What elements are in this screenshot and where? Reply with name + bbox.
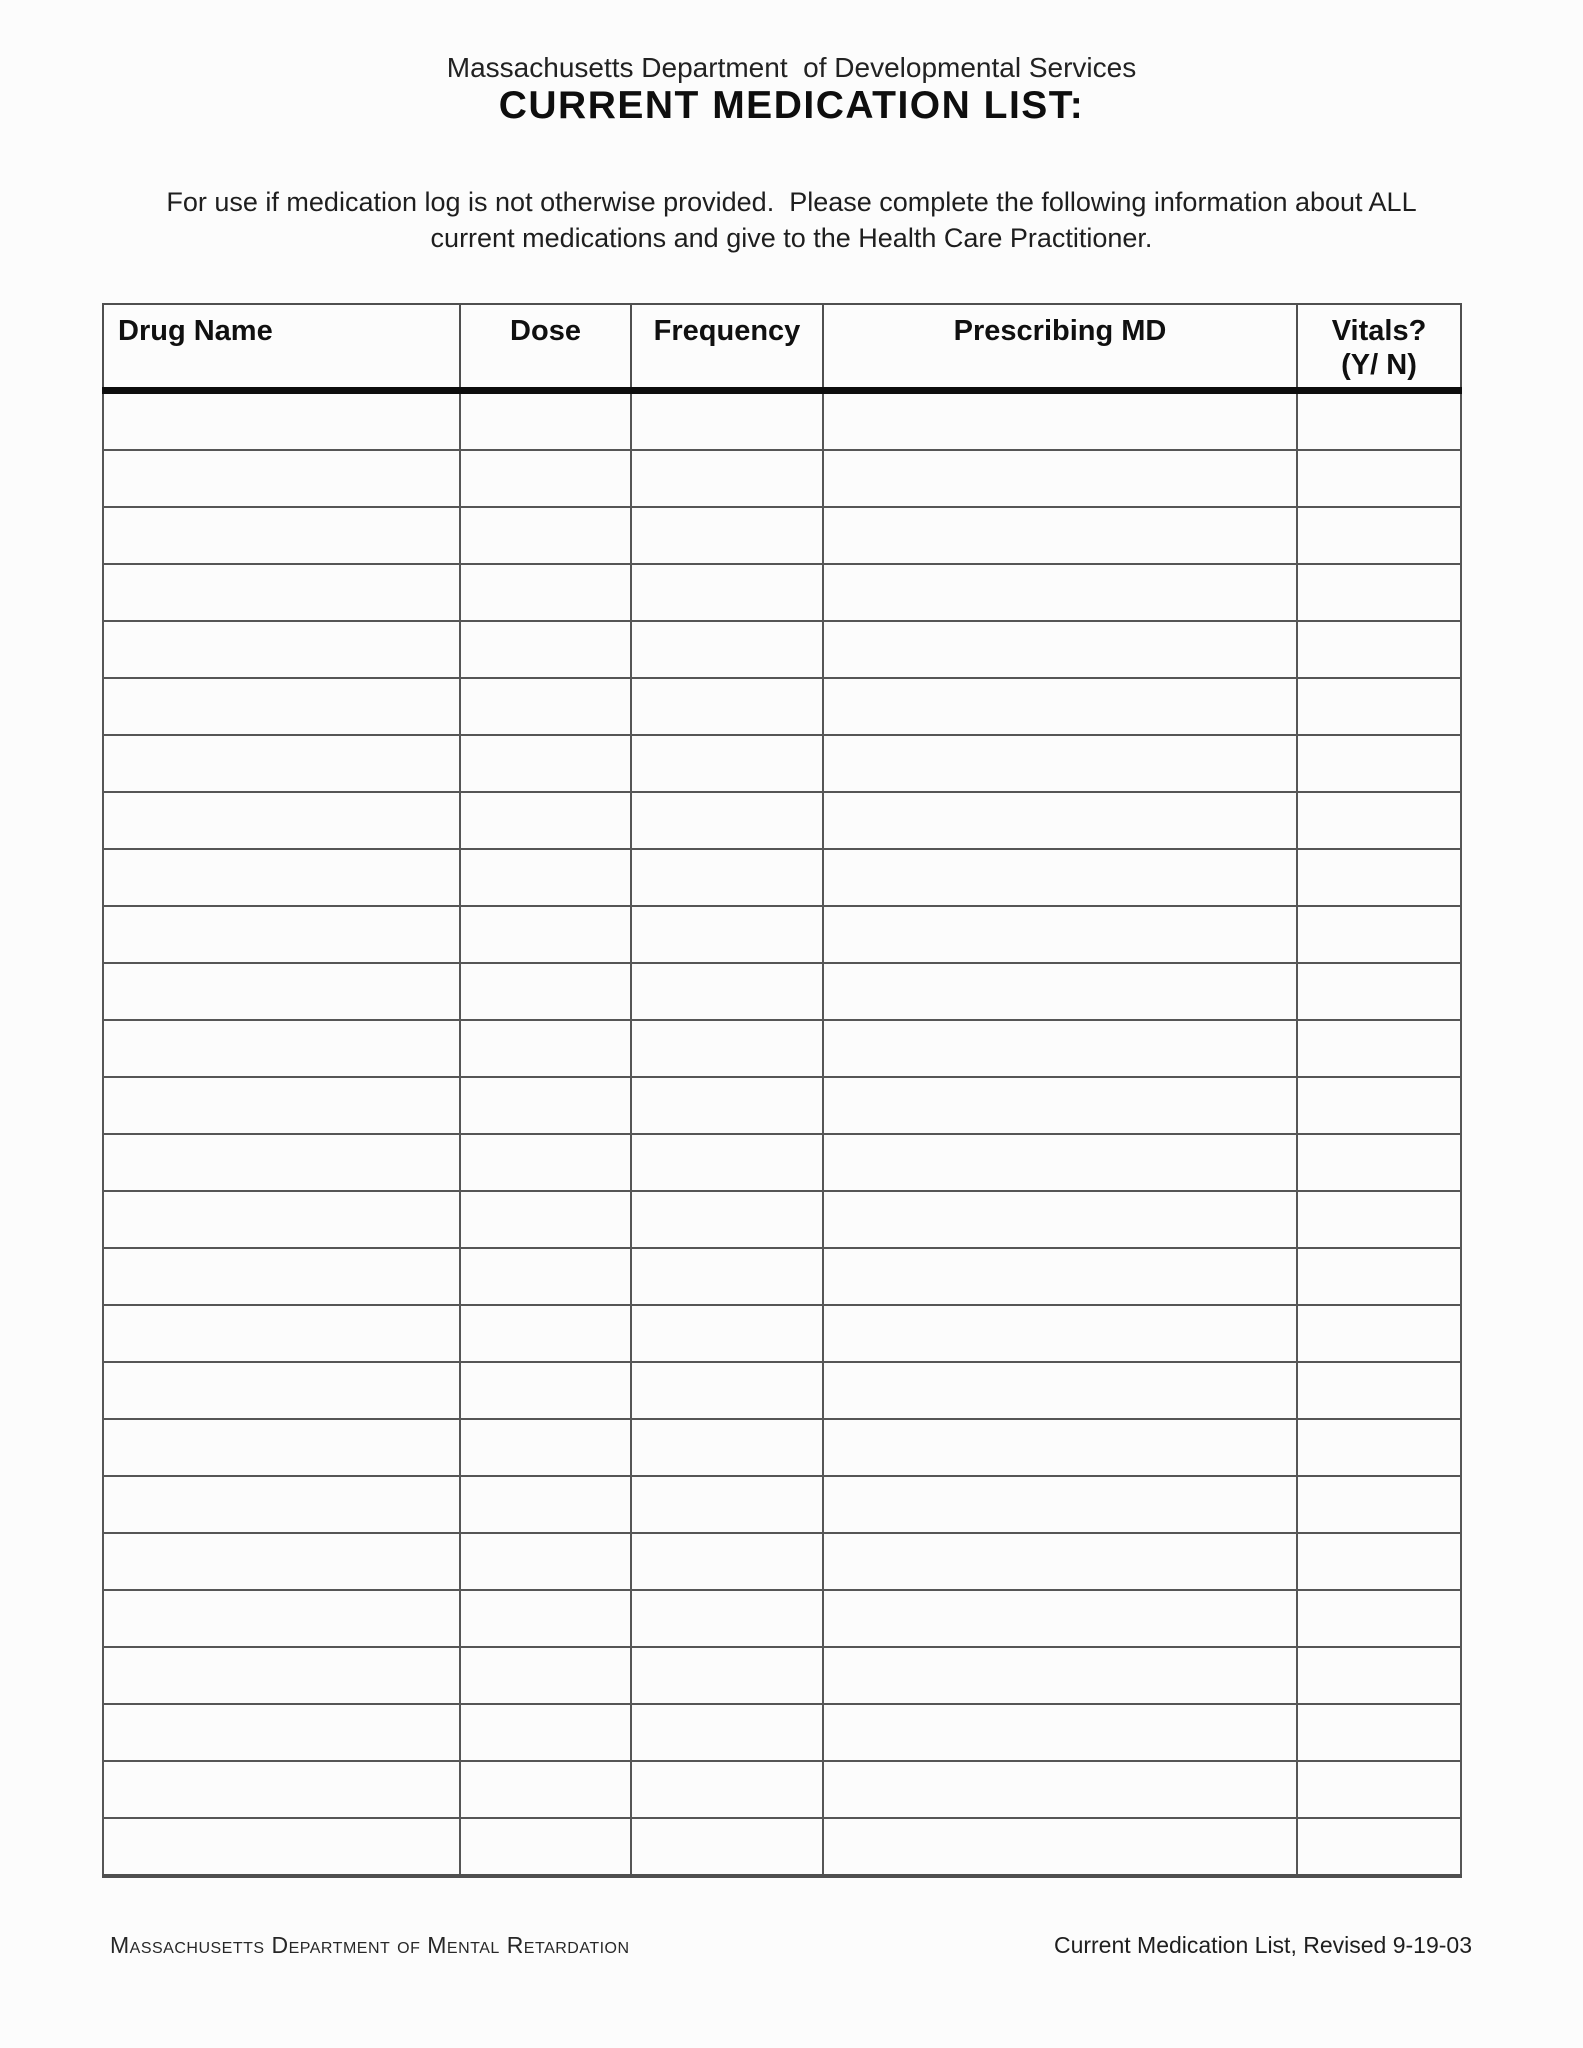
- table-cell-drug_name: [103, 391, 460, 451]
- table-cell-vitals: [1297, 1590, 1461, 1647]
- table-cell-vitals: [1297, 1818, 1461, 1876]
- table-row: [103, 963, 1461, 1020]
- table-cell-prescribing_md: [823, 906, 1297, 963]
- table-row: [103, 1476, 1461, 1533]
- table-row: [103, 1362, 1461, 1419]
- medication-table: [102, 303, 1462, 1878]
- table-row: [103, 792, 1461, 849]
- table-cell-vitals: [1297, 1704, 1461, 1761]
- table-cell-prescribing_md: [823, 450, 1297, 507]
- table-row: [103, 450, 1461, 507]
- table-cell-prescribing_md: [823, 1476, 1297, 1533]
- footer-left: Massachusetts Department of Mental Retardation: [110, 1932, 630, 1958]
- vitals-sublabel: (Y/ N): [1341, 349, 1417, 381]
- table-cell-prescribing_md: [823, 963, 1297, 1020]
- table-cell-dose: [460, 678, 631, 735]
- page-title: CURRENT MEDICATION LIST:: [498, 84, 1085, 127]
- table-row: [103, 1818, 1461, 1876]
- table-cell-drug_name: [103, 621, 460, 678]
- table-cell-frequency: [631, 1533, 823, 1590]
- column-header-vitals: [1297, 304, 1461, 391]
- org-name: Massachusetts Department of Developmental Services: [446, 52, 1137, 83]
- table-cell-vitals: [1297, 678, 1461, 735]
- table-cell-prescribing_md: [823, 507, 1297, 564]
- table-cell-vitals: [1297, 735, 1461, 792]
- table-cell-prescribing_md: [823, 1020, 1297, 1077]
- table-cell-prescribing_md: [823, 1647, 1297, 1704]
- table-cell-dose: [460, 1248, 631, 1305]
- table-cell-drug_name: [103, 1533, 460, 1590]
- table-cell-vitals: [1297, 792, 1461, 849]
- table-row: [103, 735, 1461, 792]
- table-row: [103, 678, 1461, 735]
- table-cell-frequency: [631, 1761, 823, 1818]
- table-cell-prescribing_md: [823, 1704, 1297, 1761]
- table-cell-frequency: [631, 1134, 823, 1191]
- table-cell-vitals: [1297, 450, 1461, 507]
- table-cell-vitals: [1297, 1647, 1461, 1704]
- table-cell-frequency: [631, 1419, 823, 1476]
- table-cell-drug_name: [103, 1818, 460, 1876]
- table-row: [103, 906, 1461, 963]
- table-cell-frequency: [631, 391, 823, 451]
- table-cell-vitals: [1297, 621, 1461, 678]
- table-cell-drug_name: [103, 1704, 460, 1761]
- table-cell-prescribing_md: [823, 1818, 1297, 1876]
- table-cell-vitals: [1297, 1476, 1461, 1533]
- table-row: [103, 1020, 1461, 1077]
- table-cell-vitals: [1297, 1419, 1461, 1476]
- intro-line-2: current medications and give to the Health Care Practitioner.: [430, 223, 1153, 253]
- table-cell-frequency: [631, 1476, 823, 1533]
- table-cell-vitals: [1297, 1533, 1461, 1590]
- table-cell-drug_name: [103, 735, 460, 792]
- table-cell-vitals: [1297, 1191, 1461, 1248]
- table-cell-drug_name: [103, 1305, 460, 1362]
- table-cell-drug_name: [103, 1476, 460, 1533]
- table-cell-prescribing_md: [823, 792, 1297, 849]
- table-cell-dose: [460, 1704, 631, 1761]
- table-cell-drug_name: [103, 792, 460, 849]
- table-cell-dose: [460, 1020, 631, 1077]
- table-cell-dose: [460, 849, 631, 906]
- medication-table-header: [103, 304, 1461, 391]
- table-cell-prescribing_md: [823, 564, 1297, 621]
- table-cell-frequency: [631, 792, 823, 849]
- table-cell-drug_name: [103, 1020, 460, 1077]
- table-cell-vitals: [1297, 1020, 1461, 1077]
- table-cell-frequency: [631, 849, 823, 906]
- table-cell-prescribing_md: [823, 1362, 1297, 1419]
- table-cell-dose: [460, 1362, 631, 1419]
- table-cell-vitals: [1297, 564, 1461, 621]
- intro-line-1: For use if medication log is not otherwise provided. Please complete the following information about ALL: [166, 187, 1417, 217]
- table-row: [103, 1305, 1461, 1362]
- table-cell-frequency: [631, 621, 823, 678]
- table-cell-vitals: [1297, 1248, 1461, 1305]
- table-cell-vitals: [1297, 1761, 1461, 1818]
- table-cell-frequency: [631, 450, 823, 507]
- table-cell-drug_name: [103, 450, 460, 507]
- header-row: [103, 304, 1461, 391]
- table-cell-vitals: [1297, 1077, 1461, 1134]
- table-cell-dose: [460, 621, 631, 678]
- table-row: [103, 564, 1461, 621]
- table-cell-drug_name: [103, 1647, 460, 1704]
- table-row: [103, 1077, 1461, 1134]
- table-cell-drug_name: [103, 1248, 460, 1305]
- table-cell-dose: [460, 1077, 631, 1134]
- table-cell-vitals: [1297, 849, 1461, 906]
- table-row: [103, 1134, 1461, 1191]
- vitals-label: Vitals?: [1331, 315, 1427, 347]
- table-cell-vitals: [1297, 906, 1461, 963]
- table-cell-prescribing_md: [823, 849, 1297, 906]
- table-cell-dose: [460, 1761, 631, 1818]
- table-cell-vitals: [1297, 963, 1461, 1020]
- table-cell-frequency: [631, 1704, 823, 1761]
- table-row: [103, 1761, 1461, 1818]
- table-cell-frequency: [631, 1590, 823, 1647]
- table-row: [103, 1704, 1461, 1761]
- table-cell-vitals: [1297, 1362, 1461, 1419]
- table-cell-prescribing_md: [823, 391, 1297, 451]
- table-row: [103, 1590, 1461, 1647]
- table-row: [103, 849, 1461, 906]
- table-cell-prescribing_md: [823, 1077, 1297, 1134]
- table-cell-dose: [460, 1305, 631, 1362]
- table-cell-dose: [460, 735, 631, 792]
- table-cell-drug_name: [103, 906, 460, 963]
- medication-table-body: [103, 391, 1461, 1877]
- table-cell-prescribing_md: [823, 1419, 1297, 1476]
- table-row: [103, 1191, 1461, 1248]
- table-row: [103, 1248, 1461, 1305]
- table-cell-prescribing_md: [823, 1761, 1297, 1818]
- table-cell-dose: [460, 1476, 631, 1533]
- table-cell-drug_name: [103, 564, 460, 621]
- table-cell-dose: [460, 1590, 631, 1647]
- table-row: [103, 1533, 1461, 1590]
- table-cell-dose: [460, 1191, 631, 1248]
- table-cell-vitals: [1297, 1134, 1461, 1191]
- table-cell-frequency: [631, 507, 823, 564]
- table-cell-drug_name: [103, 678, 460, 735]
- column-header-prescribing-md: Prescribing MD: [823, 304, 1297, 391]
- table-row: [103, 1647, 1461, 1704]
- table-cell-dose: [460, 792, 631, 849]
- table-cell-dose: [460, 1134, 631, 1191]
- table-cell-dose: [460, 1533, 631, 1590]
- table-cell-prescribing_md: [823, 621, 1297, 678]
- table-cell-prescribing_md: [823, 1305, 1297, 1362]
- column-header-dose: Dose: [460, 304, 631, 391]
- table-cell-drug_name: [103, 1761, 460, 1818]
- table-cell-frequency: [631, 906, 823, 963]
- table-cell-frequency: [631, 963, 823, 1020]
- table-cell-prescribing_md: [823, 1191, 1297, 1248]
- table-cell-frequency: [631, 678, 823, 735]
- table-cell-dose: [460, 1647, 631, 1704]
- footer-right: Current Medication List, Revised 9-19-03: [1053, 1932, 1472, 1958]
- table-cell-drug_name: [103, 1134, 460, 1191]
- footer: [110, 1932, 1472, 1959]
- table-cell-frequency: [631, 1248, 823, 1305]
- table-cell-drug_name: [103, 1419, 460, 1476]
- table-row: [103, 1419, 1461, 1476]
- intro-text: [0, 184, 1583, 256]
- table-cell-dose: [460, 906, 631, 963]
- table-cell-prescribing_md: [823, 678, 1297, 735]
- table-cell-drug_name: [103, 1362, 460, 1419]
- table-cell-dose: [460, 564, 631, 621]
- table-cell-prescribing_md: [823, 1590, 1297, 1647]
- table-cell-prescribing_md: [823, 1533, 1297, 1590]
- table-cell-frequency: [631, 1020, 823, 1077]
- table-cell-dose: [460, 963, 631, 1020]
- table-cell-dose: [460, 1419, 631, 1476]
- table-cell-frequency: [631, 1647, 823, 1704]
- table-cell-vitals: [1297, 391, 1461, 451]
- table-cell-vitals: [1297, 1305, 1461, 1362]
- table-cell-frequency: [631, 564, 823, 621]
- table-row: [103, 507, 1461, 564]
- column-header-drug-name: Drug Name: [103, 304, 460, 391]
- table-cell-drug_name: [103, 1077, 460, 1134]
- column-header-frequency: Frequency: [631, 304, 823, 391]
- table-cell-prescribing_md: [823, 1134, 1297, 1191]
- table-cell-vitals: [1297, 507, 1461, 564]
- table-cell-prescribing_md: [823, 1248, 1297, 1305]
- table-cell-drug_name: [103, 963, 460, 1020]
- table-cell-frequency: [631, 1191, 823, 1248]
- table-cell-dose: [460, 1818, 631, 1876]
- table-cell-drug_name: [103, 1191, 460, 1248]
- table-cell-frequency: [631, 1362, 823, 1419]
- table-cell-frequency: [631, 1077, 823, 1134]
- table-cell-dose: [460, 507, 631, 564]
- table-cell-dose: [460, 391, 631, 451]
- table-cell-frequency: [631, 735, 823, 792]
- table-cell-frequency: [631, 1818, 823, 1876]
- table-cell-prescribing_md: [823, 735, 1297, 792]
- table-cell-frequency: [631, 1305, 823, 1362]
- table-cell-drug_name: [103, 507, 460, 564]
- table-cell-drug_name: [103, 1590, 460, 1647]
- table-row: [103, 621, 1461, 678]
- table-cell-drug_name: [103, 849, 460, 906]
- table-cell-dose: [460, 450, 631, 507]
- table-row: [103, 391, 1461, 451]
